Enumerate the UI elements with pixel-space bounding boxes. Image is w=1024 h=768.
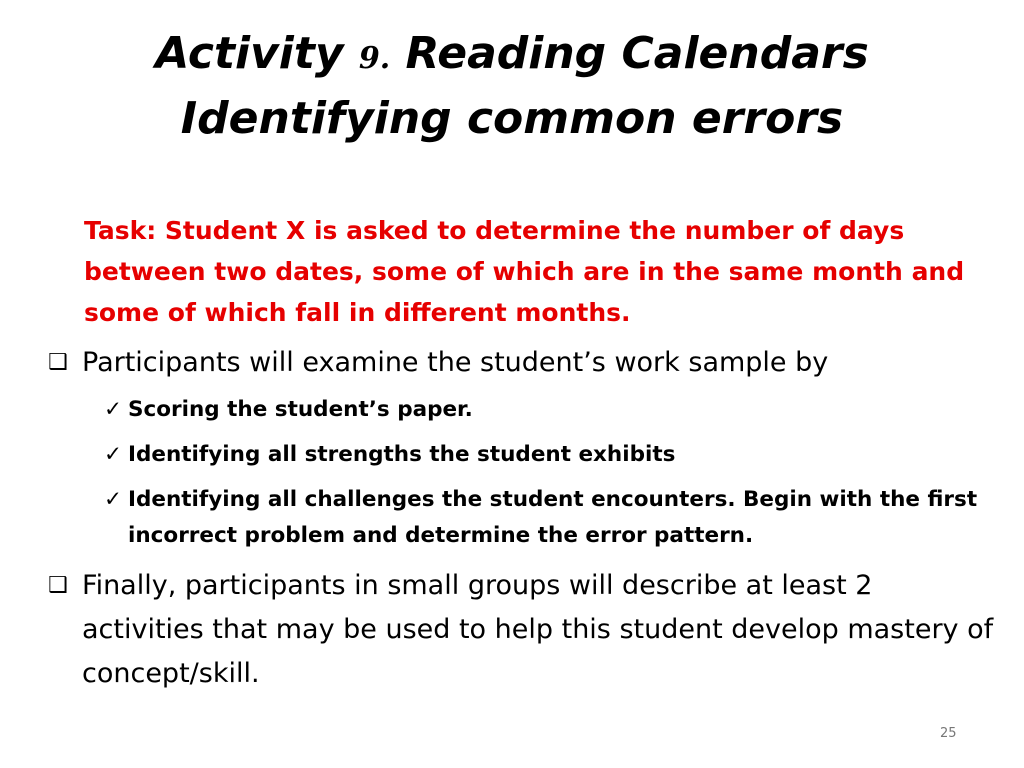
checkmark-icon: ✓ [104, 442, 123, 467]
checkbox-square-icon: ❑ [48, 573, 68, 598]
sub-bullet-scoring: ✓ Scoring the student’s paper. [104, 392, 994, 428]
checkmark-icon: ✓ [104, 397, 123, 422]
activity-number: 9. [358, 41, 391, 76]
title-line-1: Activity 9. Reading Calendars [155, 28, 869, 79]
page-number: 25 [940, 726, 957, 741]
checkbox-square-icon: ❑ [48, 350, 68, 375]
title-line-2: Identifying common errors [180, 93, 844, 144]
bullet-examine: ❑ Participants will examine the student’s work sample by [48, 341, 998, 385]
sub-bullet-strengths: ✓ Identifying all strengths the student exhibits [104, 437, 994, 473]
sub-bullet-challenges: ✓ Identifying all challenges the student encounters. Begin with the first incorrect problem and determine the error pattern. [104, 482, 994, 554]
checkmark-icon: ✓ [104, 487, 123, 512]
slide-title [0, 24, 1024, 149]
task-text: Task: Student X is asked to determine the number of days between two dates, some of which are in the same month and some of which fall in different months. [84, 216, 965, 327]
bullet-small-groups: ❑ Finally, participants in small groups will describe at least 2 activities that may be used to help this student develop mastery of concept/skill. [48, 564, 998, 696]
